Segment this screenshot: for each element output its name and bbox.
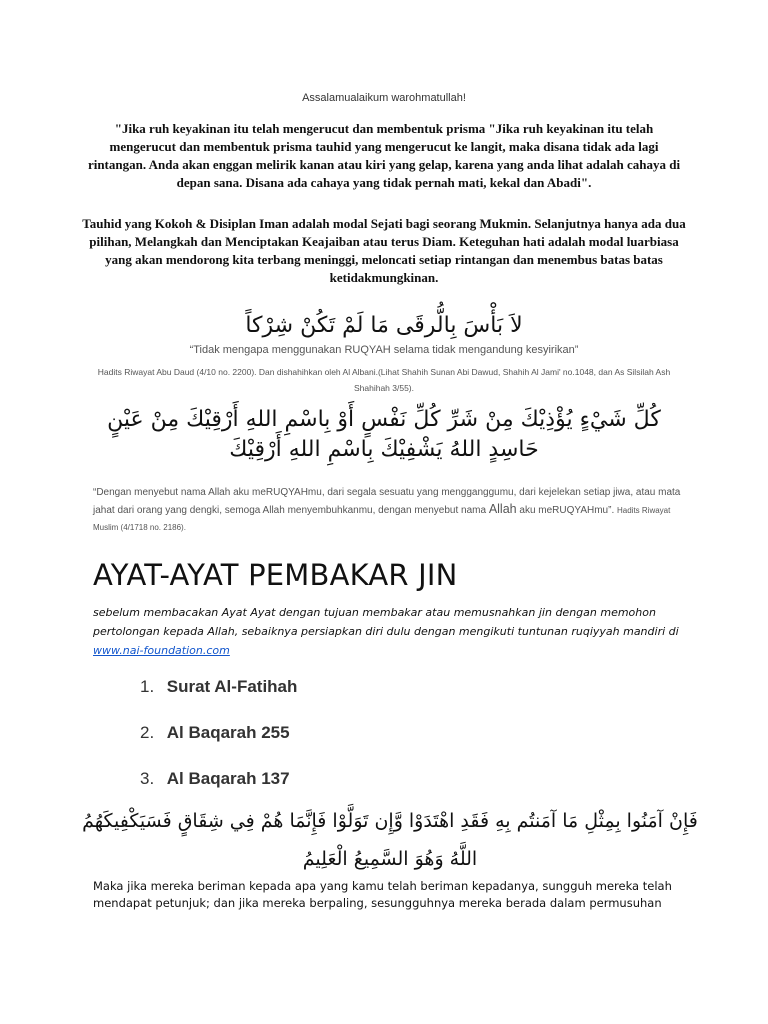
hadith2-translation-end: aku meRUQYAHmu”. bbox=[516, 505, 617, 516]
hadith1-source: Hadits Riwayat Abu Daud (4/10 no. 2200). Dan dishahihkan oleh Al Albani.(Lihat Shahih Sunan Abi Dawud, Shahih Al Jami' no.1048, dan As Silsilah Ash Shahihah 3/55). bbox=[97, 367, 671, 393]
ayat-translation: Maka jika mereka beriman kepada apa yang kamu telah beriman kepadanya, sungguh mereka telah mendapat petunjuk; dan jika mereka berpaling, sesungguhnya mereka berada dalam permusuhan bbox=[93, 879, 672, 910]
hadith1-translation: “Tidak mengapa menggunakan RUQYAH selama tidak mengandung kesyirikan” bbox=[189, 344, 579, 356]
hadith2-arabic: كُلِّ شَيْءٍ يُؤْذِيْكَ مِنْ شَرِّ كُلِّ نَفْسٍ أَوْ بِاسْمِ اللهِ أَرْقِيْكَ مِنْ عَيْنٍ حَاسِدٍ اللهُ يَشْفِيْكَ بِاسْمِ اللهِ أَرْقِيْكَ bbox=[107, 407, 661, 462]
list-item bbox=[140, 677, 297, 723]
list-item bbox=[140, 723, 297, 769]
list-item-number: 2. bbox=[140, 723, 155, 742]
list-item-number: 3. bbox=[140, 769, 155, 788]
intro-text: sebelum membacakan Ayat Ayat dengan tujuan membakar atau memusnahkan jin dengan memohon pertolongan kepada Allah, sebaiknya persiapkan diri dulu dengan mengikuti tuntunan ruqiyyah mandiri di bbox=[93, 606, 679, 638]
nai-foundation-link[interactable]: www.nai-foundation.com bbox=[93, 644, 230, 657]
ayat-arabic: فَإِنْ آمَنُوا بِمِثْلِ مَا آمَنتُم بِهِ فَقَدِ اهْتَدَوْا وَّإِن تَوَلَّوْا فَإِنَّمَا هُمْ فِي شِقَاقٍ فَسَيَكْفِيكَهُمُ اللَّهُ وَهُوَ السَّمِيعُ الْعَلِيمُ bbox=[82, 810, 698, 870]
opening-quote: "Jika ruh keyakinan itu telah mengerucut dan membentuk prisma "Jika ruh keyakinan itu telah mengerucut dan membentuk prisma tauhid yang mengerucut ke langit, maka disana tidak ada lagi rintangan. Anda akan enggan melirik kanan atau kiri yang gelap, karena yang anda lihat adalah cahaya di depan sana. Disana ada cahaya yang tidak pernah mati, kekal dan Abadi". bbox=[87, 121, 681, 190]
list-item-label: Surat Al-Fatihah bbox=[166, 677, 298, 696]
hadith2-translation-allah: Allah bbox=[488, 502, 517, 516]
list-item-number: 1. bbox=[140, 677, 155, 696]
tauhid-paragraph: Tauhid yang Kokoh & Disiplan Iman adalah modal Sejati bagi seorang Mukmin. Selanjutnya hanya ada dua pilihan, Melangkah dan Menciptakan Keajaiban atau terus Diam. Keteguhan hati adalah modal luarbiasa yang akan mendorong kita terbang meninggi, meloncati setiap rintangan dan menembus batas batas ketidakmungkinan. bbox=[82, 216, 686, 285]
list-item-label: Al Baqarah 255 bbox=[166, 723, 290, 742]
hadith2-translation bbox=[93, 484, 683, 536]
list-item-label: Al Baqarah 137 bbox=[166, 769, 290, 788]
ayat-list bbox=[140, 677, 297, 815]
greeting: Assalamualaikum warohmatullah! bbox=[302, 92, 466, 104]
hadith2-source: Hadits Riwayat Muslim (4/1718 no. 2186). bbox=[93, 506, 671, 532]
intro-paragraph bbox=[93, 603, 693, 660]
hadith1-arabic: لاَ بَأْسَ بِالُّرقَى مَا لَمْ تَكُنْ شِرْكاً bbox=[245, 313, 523, 338]
hadith2-translation-main: “Dengan menyebut nama Allah aku meRUQYAHmu, dari segala sesuatu yang mengganggumu, dari kejelekan setiap jiwa, atau mata jahat dari orang yang dengki, semoga Allah menyembuhkanmu, dengan menyebut nama bbox=[93, 487, 681, 516]
section-heading: AYAT-AYAT PEMBAKAR JIN bbox=[93, 558, 458, 592]
